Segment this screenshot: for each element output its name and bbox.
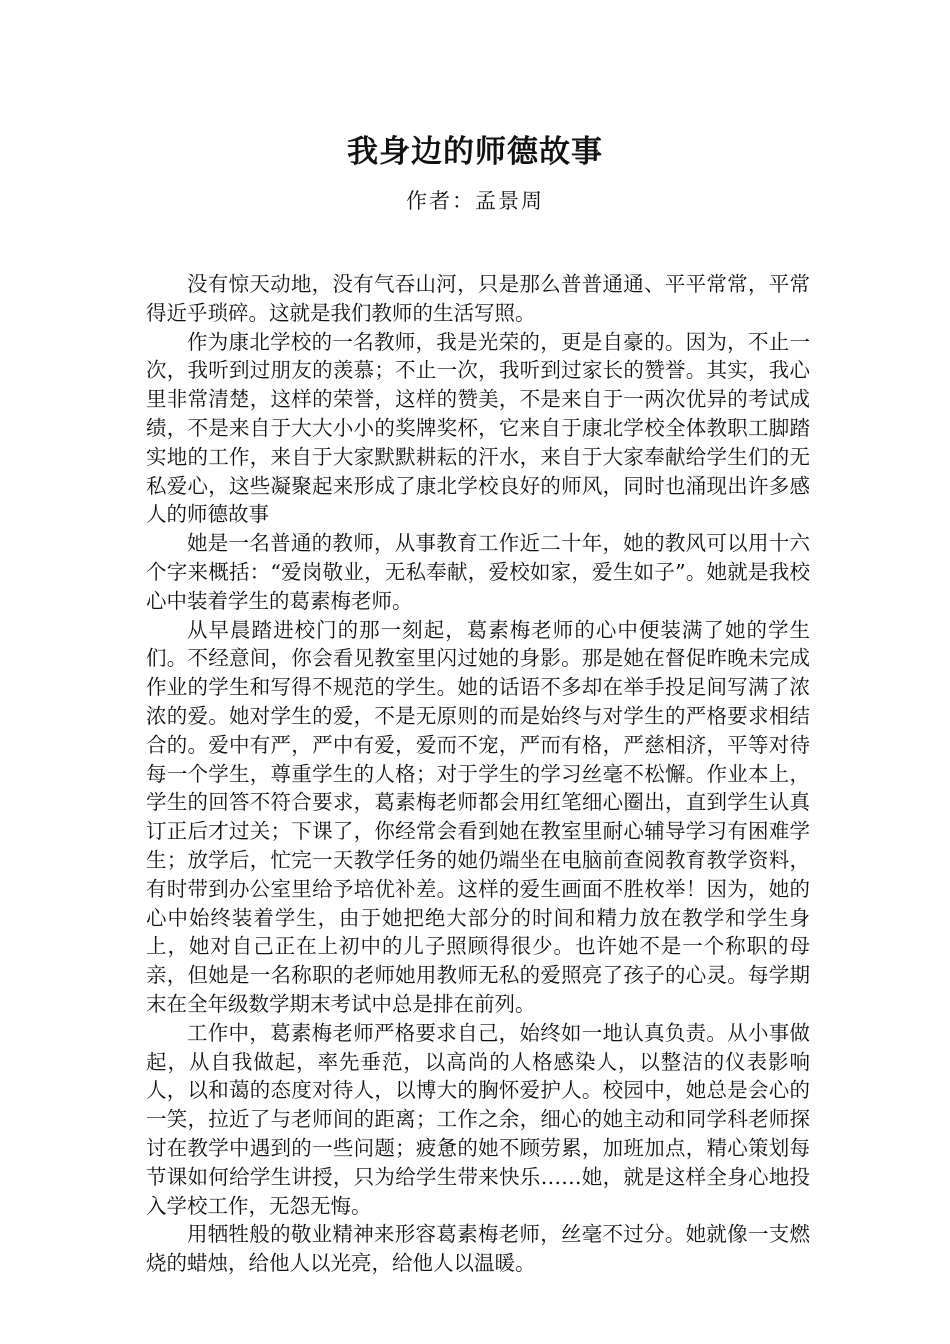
paragraph-1: 没有惊天动地，没有气吞山河，只是那么普普通通、平平常常，平常得近乎琐碎。这就是我们教师的生活写照。 (146, 272, 810, 325)
author-line: 作者：孟景周 (406, 189, 544, 213)
document-title: 我身边的师德故事 (347, 134, 603, 170)
paragraph-4: 从早晨踏进校门的那一刻起，葛素梅老师的心中便装满了她的学生们。不经意间，你会看见教室里闪过她的身影。那是她在督促昨晚未完成作业的学生和写得不规范的学生。她的话语不多却在举手投足间写满了浓浓的爱。她对学生的爱，不是无原则的而是始终与对学生的严格要求相结合的。爱中有严，严中有爱，爱而不宠，严而有格，严慈相济，平等对待每一个学生，尊重学生的人格；对于学生的学习丝毫不松懈。作业本上，学生的回答不符合要求，葛素梅老师都会用红笔细心圈出，直到学生认真订正后才过关；下课了，你经常会看到她在教室里耐心辅导学习有困难学生；放学后，忙完一天教学任务的她仍端坐在电脑前查阅教育教学资料，有时带到办公室里给予培优补差。这样的爱生画面不胜枚举！因为，她的心中始终装着学生，由于她把绝大部分的时间和精力放在教学和学生身上，她对自己正在上初中的儿子照顾得很少。也许她不是一个称职的母亲，但她是一名称职的老师她用教师无私的爱照亮了孩子的心灵。每学期末在全年级数学期末考试中总是排在前列。 (146, 617, 810, 1016)
paragraph-5: 工作中，葛素梅老师严格要求自己，始终如一地认真负责。从小事做起，从自我做起，率先垂范，以高尚的人格感染人，以整洁的仪表影响人，以和蔼的态度对待人，以博大的胸怀爱护人。校园中，她总是会心的一笑，拉近了与老师间的距离；工作之余，细心的她主动和同学科老师探讨在教学中遇到的一些问题；疲惫的她不顾劳累，加班加点，精心策划每节课如何给学生讲授，只为给学生带来快乐……她，就是这样全身心地投入学校工作，无怨无悔。 (146, 1020, 810, 1218)
paragraph-2: 作为康北学校的一名教师，我是光荣的，更是自豪的。因为，不止一次，我听到过朋友的羡慕；不止一次，我听到过家长的赞誉。其实，我心里非常清楚，这样的荣誉，这样的赞美，不是来自于一两次优异的考试成绩，不是来自于大大小小的奖牌奖杯，它来自于康北学校全体教职工脚踏实地的工作，来自于大家默默耕耘的汗水，来自于大家奉献给学生们的无私爱心，这些凝聚起来形成了康北学校良好的师风，同时也涌现出许多感人的师德故事 (146, 329, 810, 527)
paragraph-6: 用牺牲般的敬业精神来形容葛素梅老师，丝毫不过分。她就像一支燃烧的蜡烛，给他人以光亮，给他人以温暖。 (146, 1222, 810, 1276)
paragraph-3: 她是一名普通的教师，从事教育工作近二十年，她的教风可以用十六个字来概括：“爱岗敬业，无私奉献，爱校如家，爱生如子”。她就是我校心中装着学生的葛素梅老师。 (146, 531, 810, 613)
article-body (146, 270, 810, 1278)
